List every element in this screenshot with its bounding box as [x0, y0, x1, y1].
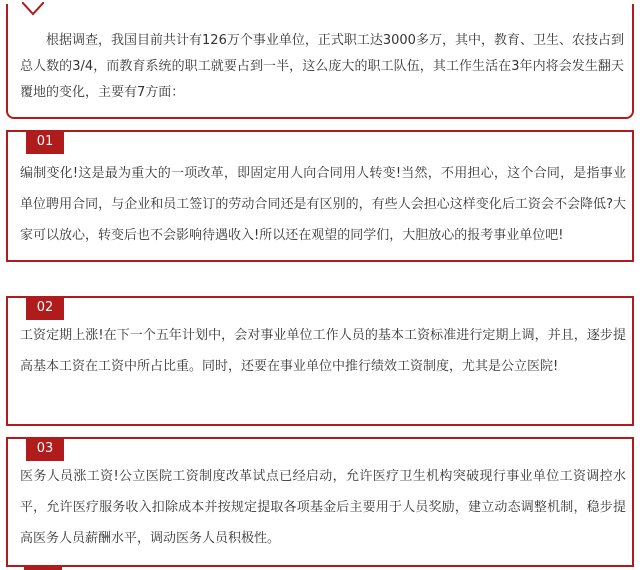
section-paragraph: 工资定期上涨!在下一个五年计划中，会对事业单位工作人员的基本工资标准进行定期上调，并且，逐步提高基本工资在工资中所占比重。同时，还要在事业单位中推行绩效工资制度，尤其是公立医院! [20, 328, 626, 374]
section-number-badge: 02 [26, 296, 64, 320]
section-03 [6, 437, 634, 567]
section-number-badge: 01 [26, 130, 64, 154]
intro-paragraph: 根据调查，我国目前共计有126万个事业单位，正式职工达3000多万，其中，教育、卫生、农技占到总人数的3/4，而教育系统的职工就要占到一半，这么庞大的职工队伍，其工作生活在3年内将会发生翻天覆地的变化，主要有7方面： [20, 33, 624, 100]
next-section-badge-edge [24, 566, 62, 570]
section-number-badge: 03 [26, 437, 64, 461]
section-paragraph: 编制变化!这是最为重大的一项改革，即固定用人向合同用人转变!当然，不用担心，这个合同，是指事业单位聘用合同，与企业和员工签订的劳动合同还是有区别的，有些人会担心这样变化后工资会不会降低?大家可以放心，转变后也不会影响待遇收入!所以还在观望的同学们，大胆放心的报考事业单位吧! [20, 166, 626, 243]
intro-notch-decoration [22, 2, 44, 16]
section-01 [6, 130, 634, 262]
section-paragraph: 医务人员涨工资!公立医院工资制度改革试点已经启动，允许医疗卫生机构突破现行事业单位工资调控水平，允许医疗服务收入扣除成本并按规定提取各项基金后主要用于人员奖励，建立动态调整机制，稳步提高医务人员薪酬水平，调动医务人员积极性。 [20, 469, 626, 546]
intro-box [6, 4, 634, 119]
section-02 [6, 296, 634, 426]
